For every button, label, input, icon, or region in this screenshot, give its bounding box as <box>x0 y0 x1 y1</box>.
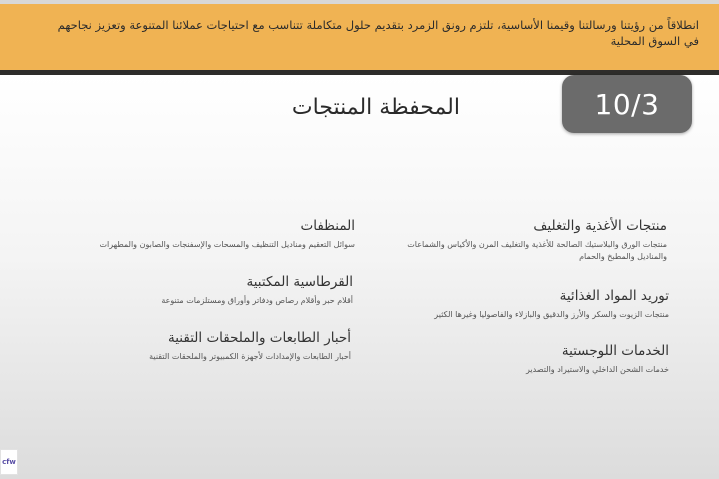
category-description: منتجات الزيوت والسكر والأرز والدقيق والبازلاء والفاصوليا وغيرها الكثير <box>434 310 669 319</box>
category-printer-ink <box>61 328 351 363</box>
category-stationery <box>63 272 353 307</box>
page-indicator-badge <box>562 75 692 133</box>
category-food-supply <box>394 286 669 321</box>
page-indicator: 10/3 <box>594 87 660 121</box>
intro-banner <box>0 4 719 70</box>
category-title: أحبار الطابعات والملحقات التقنية <box>168 330 351 346</box>
banner-text: انطلاقاً من رؤيتنا ورسالتنا وقيمنا الأساسية، تلتزم رونق الزمرد بتقديم حلول متكاملة تتناسب مع احتياجات عملائنا المتنوعة وتعزيز نجاحهم في السوق المحلية <box>57 18 699 48</box>
company-logo-icon <box>0 449 18 475</box>
category-description: سوائل التعقيم ومناديل التنظيف والمسحات والإسفنجات والصابون والمطهرات <box>99 240 355 249</box>
logo-text: cfw <box>2 458 16 466</box>
category-title: الخدمات اللوجستية <box>561 343 669 359</box>
page-title: المحفظة المنتجات <box>291 95 460 120</box>
category-description: أقلام حبر وأقلام رصاص ودفاتر وأوراق ومستلزمات متنوعة <box>161 296 353 305</box>
category-description: خدمات الشحن الداخلي والاستيراد والتصدير <box>525 365 669 374</box>
category-cleaning <box>65 216 355 251</box>
category-title: القرطاسية المكتبية <box>246 274 353 290</box>
category-description: منتجات الورق والبلاستيك الصالحة للأغذية والتغليف المرن والأكياس والشماعات والمناديل والمطبخ والحمام <box>407 240 667 261</box>
category-food-packaging <box>392 216 667 263</box>
category-description: أحبار الطابعات والإمدادات لأجهزة الكمبيوتر والملحقات التقنية <box>149 352 351 361</box>
category-title: منتجات الأغذية والتغليف <box>533 218 667 234</box>
category-logistics <box>394 341 669 376</box>
category-title: المنظفات <box>300 218 355 234</box>
category-title: توريد المواد الغذائية <box>559 288 669 304</box>
